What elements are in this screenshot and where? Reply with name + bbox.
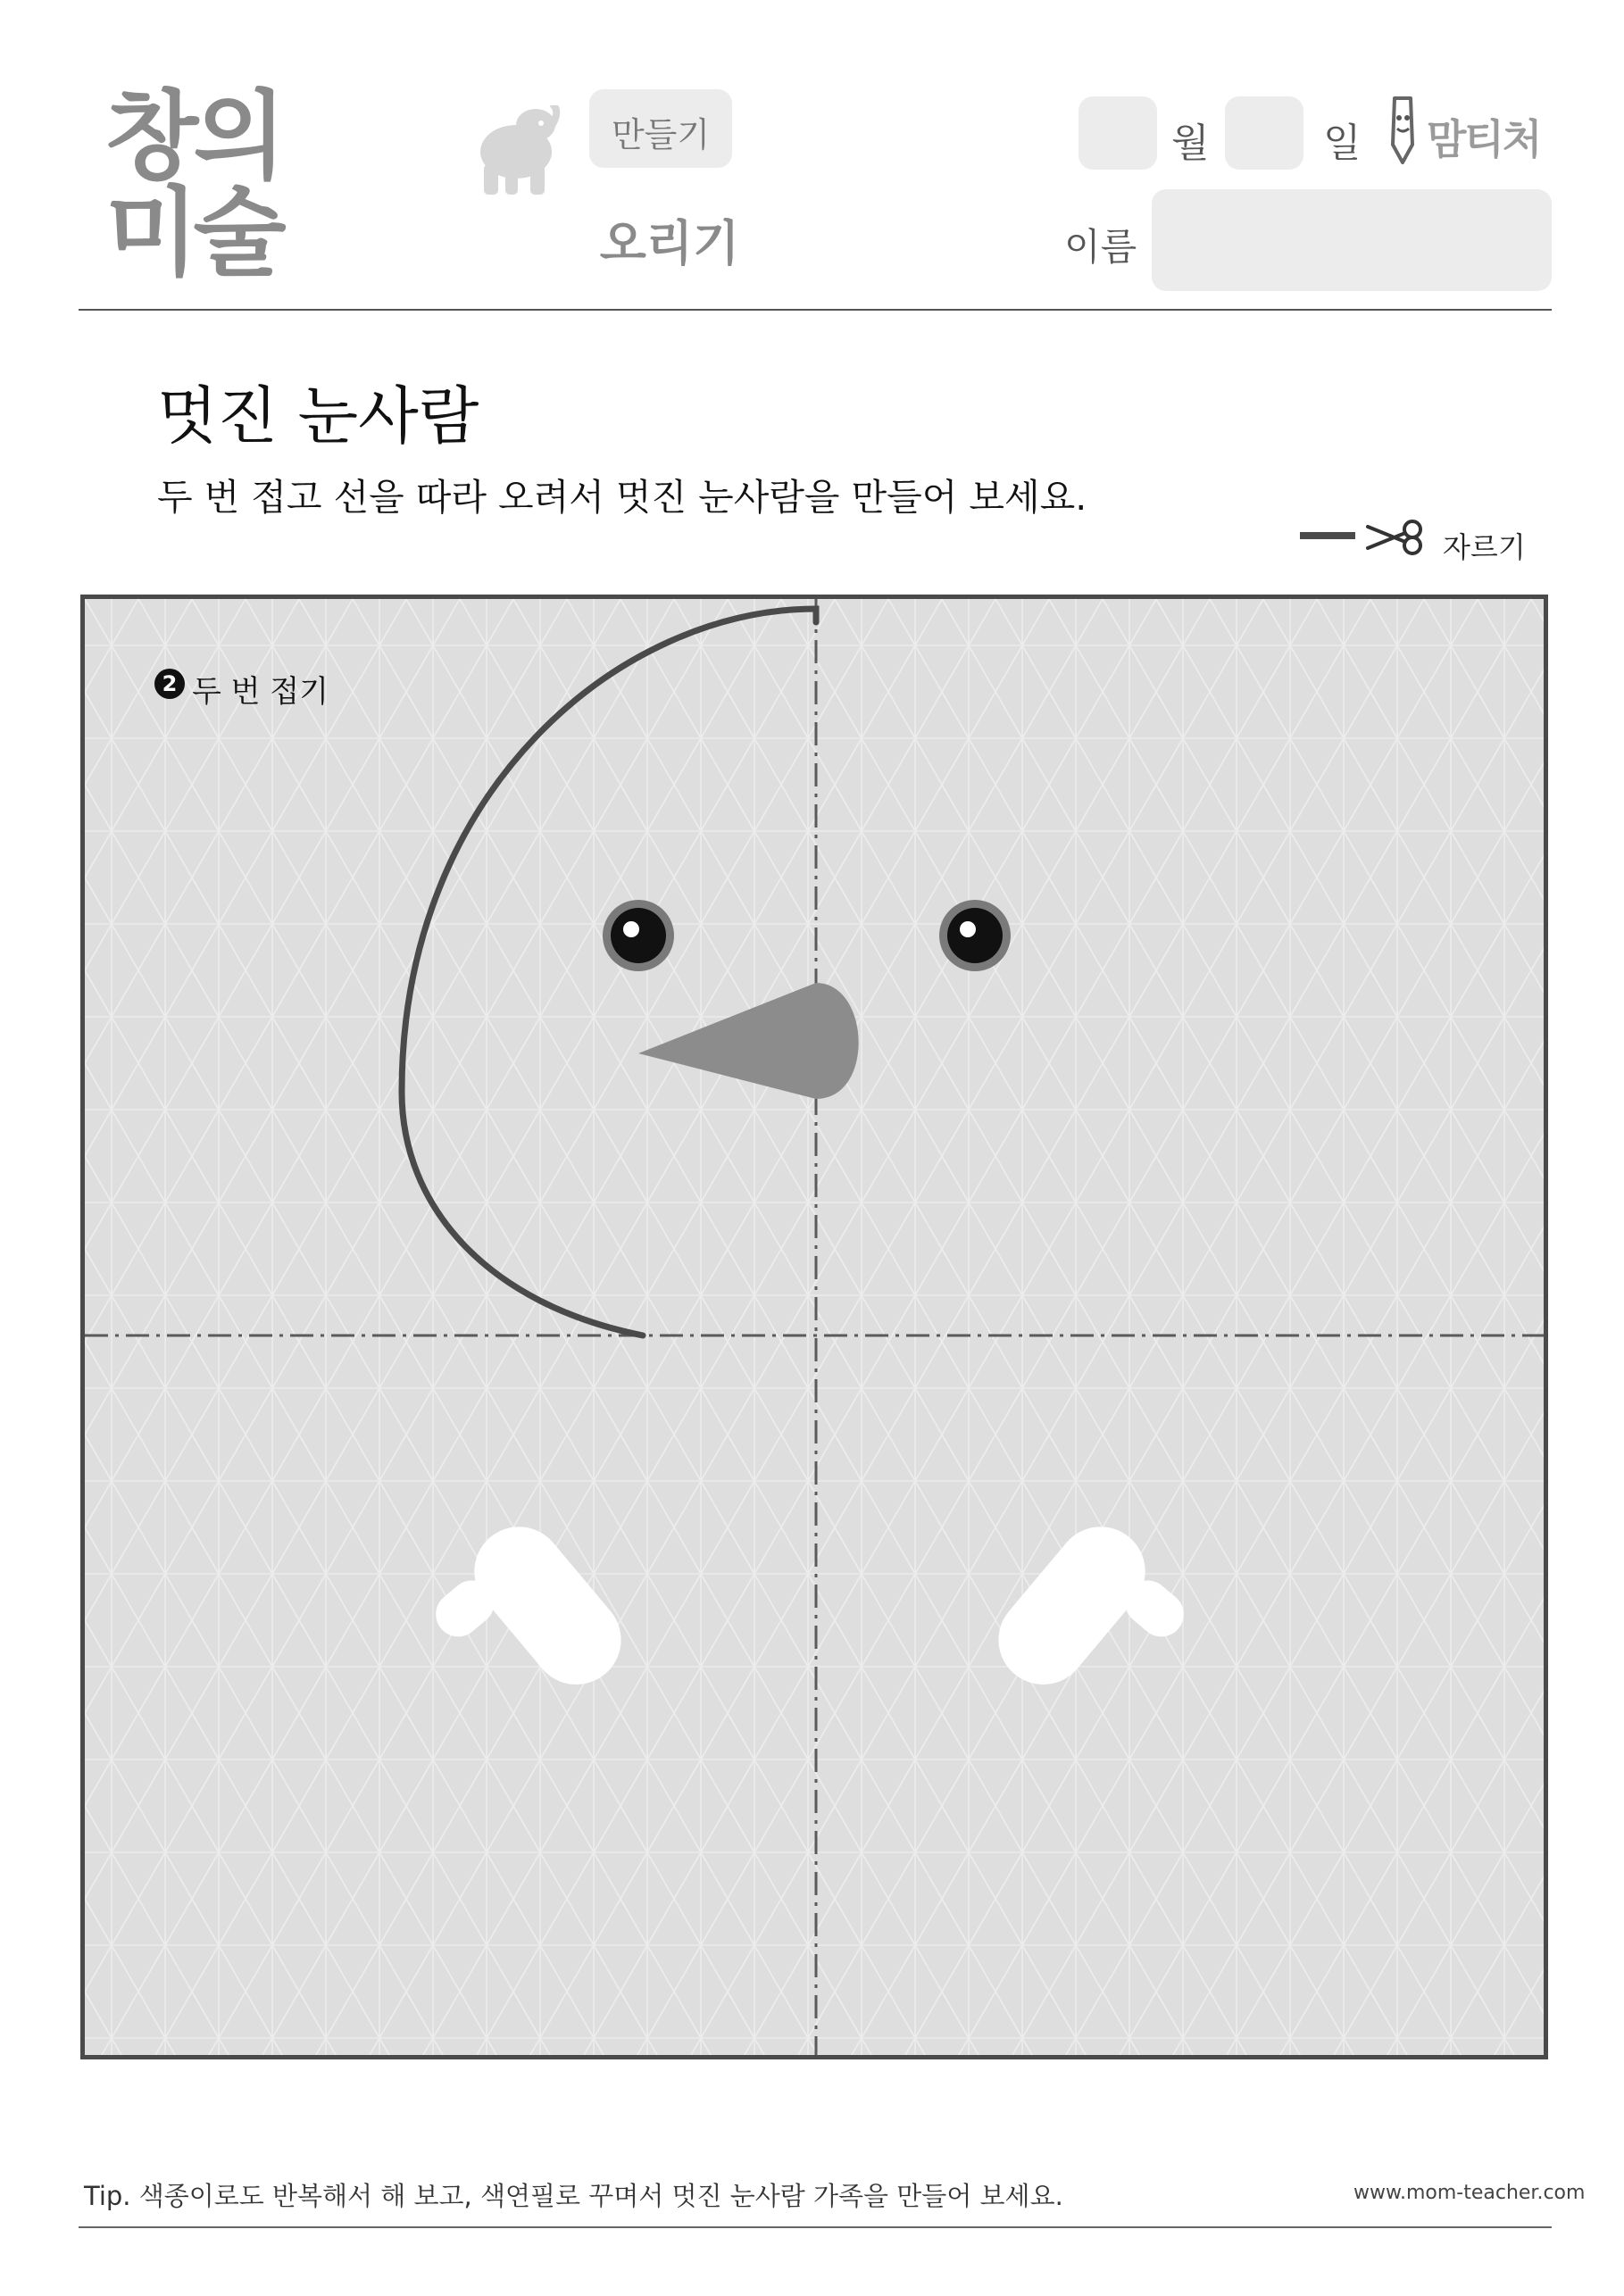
page-title: 멋진 눈사람 [157, 379, 479, 453]
sheet-drawing [85, 599, 1544, 2055]
folding-sheet [80, 595, 1548, 2059]
name-label: 이름 [1064, 225, 1137, 269]
header-divider [79, 309, 1552, 311]
elephant-icon [471, 105, 561, 198]
cut-line-legend [1300, 532, 1355, 539]
footer-divider [79, 2226, 1552, 2228]
scissors-icon [1364, 518, 1425, 557]
website-link[interactable]: www.mom-teacher.com [1353, 2182, 1586, 2204]
activity-label: 오리기 [599, 215, 740, 271]
sheet-pattern [85, 599, 1544, 2055]
logo [105, 81, 281, 289]
pencil-mascot-icon [1382, 93, 1423, 164]
instruction-text: 두 번 접고 선을 따라 오려서 멋진 눈사람을 만들어 보세요. [157, 476, 1087, 519]
step-label: 두 번 접기 [192, 674, 329, 710]
logo-line-1: 창의 [105, 81, 281, 193]
step-number: 2 [162, 671, 178, 696]
category-label: 만들기 [611, 115, 711, 154]
month-label: 월 [1171, 121, 1210, 166]
name-field[interactable] [1152, 189, 1552, 291]
legend-label: 자르기 [1443, 530, 1526, 564]
tip-text: Tip. 색종이로도 반복해서 해 보고, 색연필로 꾸며서 멋진 눈사람 가족을 만들어 보세요. [84, 2181, 1063, 2211]
brand-logo: 맘티처 [1427, 115, 1541, 163]
day-field[interactable] [1225, 96, 1303, 170]
day-label: 일 [1323, 121, 1362, 166]
right-eye [939, 900, 1011, 971]
month-field[interactable] [1079, 96, 1157, 170]
step-badge [154, 669, 185, 699]
logo-line-2: 미술 [105, 178, 281, 289]
left-eye [603, 900, 674, 971]
